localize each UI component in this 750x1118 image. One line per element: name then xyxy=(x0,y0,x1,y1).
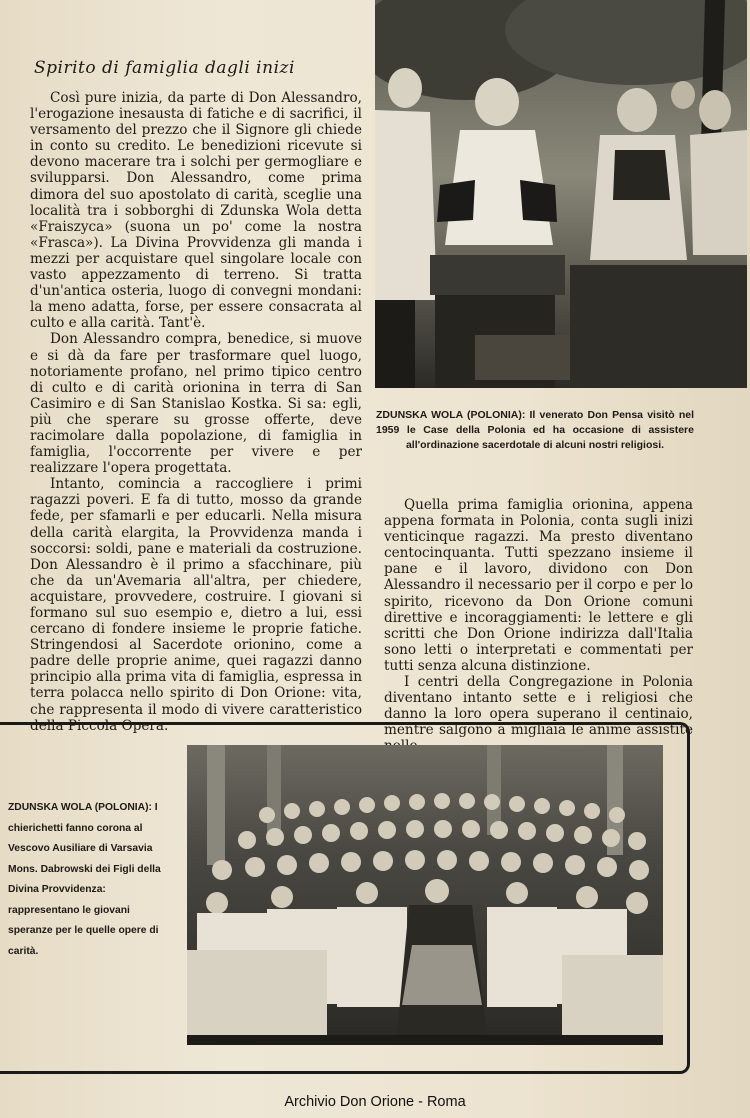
group-photo xyxy=(187,745,663,1045)
section-title: Spirito di famiglia dagli inizi xyxy=(34,58,295,78)
paragraph: I centri della Congregazione in Polonia diventano intanto sette e i religiosi che danno la loro opera superano il centinaio, mentre salgono a migliaia le anime assistite xyxy=(384,674,693,739)
bottom-photo-caption: ZDUNSKA WOLA (POLONIA): I chierichetti fanno corona al Vescovo Ausiliare di Varsavia Mons. Dabrowski dei Figli della Divina Provvidenza: rappresentano le giovani speranze per le quelle opere di carità. xyxy=(8,802,161,957)
paragraph: Intanto, comincia a raccogliere i primi ragazzi poveri. E fa di tutto, mosso da grande fede, per sfamarli e per educarli. Nella misura della carità elargita, la Provvidenza manda i soccorsi: soldi, pane e materiali da costruzione. Don Alessandro è il primo a sfacchinare, più che da un'Avemaria all'altra, per chiedere, acquistare, provvedere, costruire. I giovani si formano sul suo esempio e, dietro a lui, essi cercano di fondere insieme le proprie fatiche. Stringendosi al Sacerdote orionino, come a padre delle proprie anime, quei ragazzi danno principio alla prima vita di famiglia, espressa in terra polacca nello spirito di Don Orione: vita, che rappresenta il modo di vivere caratteristico della Piccola Opera. xyxy=(30,476,362,734)
top-photo-caption: ZDUNSKA WOLA (POLONIA): Il venerato Don Pensa visitò nel 1959 le Case della Polonia ed ha occasione di assistere all'ordinazione sacerdotale di alcuni nostri religiosi. xyxy=(376,409,694,451)
archive-footer: Archivio Don Orione - Roma xyxy=(284,1094,466,1110)
paragraph: Così pure inizia, da parte di Don Alessandro, l'erogazione inesausta di fatiche e di sacrifici, il versamento del prezzo che il Signore gli chiede in conto su credito. Le benedizioni ricevute si devono macerare tra i solchi per germogliare e svilupparsi. Don Alessandro, come prima dimora del suo apostolato di carità, sceglie una località tra i sobborghi di Zdunska Wola detta «Fraiszyca» (suona un po' come la nostra «Frasca»). La Divina Provvidenza gli manda i mezzi per acquistare quel singolare locale con vasto appezzamento di terreno. Si tratta d'un'antica osteria, luogo di convegni mondani: la meno adatta, forse, per essere consacrata al culto e alla carità. Tant'è. xyxy=(30,90,362,332)
right-column xyxy=(384,497,693,755)
ordination-photo xyxy=(375,0,747,388)
paragraph: Quella prima famiglia orionina, appena appena formata in Polonia, conta sugli inizi venticinque ragazzi. Ma presto diventano centocinquanta. Tutti spezzano insieme il pane e il lavoro, dividono con Don Alessandro il necessario per il corpo e per lo spirito, ricevono da Don Orione comuni direttive e incoraggiamenti: le lettere e gli scritti che Don Orione indirizza dall'Italia sono letti o interpretati e commentati per tutti senza alcuna distinzione. xyxy=(384,497,693,674)
paragraph: Don Alessandro compra, benedice, si muove e si dà da fare per trasformare quel luogo, notoriamente profano, nel primo tipico centro di culto e di carità orionina in terra di San Casimiro e di San Stanislao Kostka. Si sa: egli, più che sperare su grosse offerte, deve racimolare dalla popolazione, di famiglia in famiglia, l'occorrente per vivere e per realizzare l'opera progettata. xyxy=(30,331,362,477)
left-column xyxy=(30,90,362,734)
